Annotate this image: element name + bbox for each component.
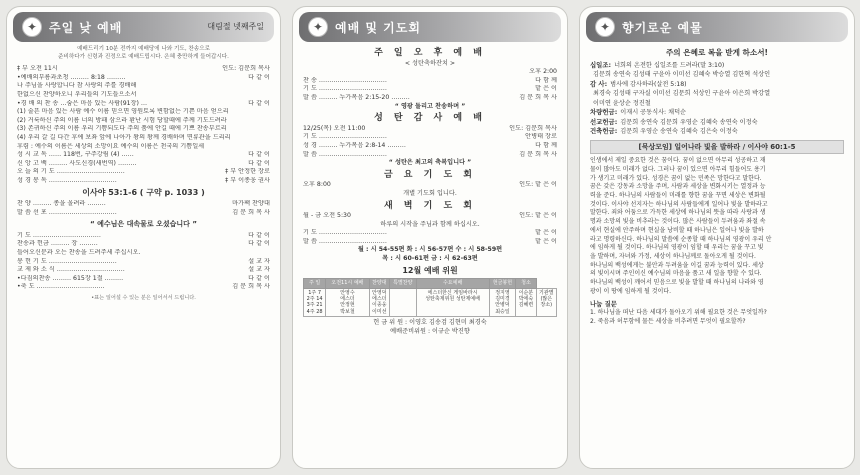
offering-row (590, 80, 844, 90)
offering-row (590, 118, 844, 128)
meditation-body (590, 157, 844, 296)
order-row (17, 125, 270, 134)
panel-title: 예배 및 기도회 (335, 21, 421, 35)
order-row (17, 200, 270, 209)
table-cell: 안영덕 에스더 이종웅 이미선 (369, 288, 389, 317)
meditation-line: 가 생기고 미래가 있다. 성경은 꿈이 없는 민족은 망한다고 말한다. (590, 174, 762, 182)
offering-names: 김문희 송연숙 김문희 우영순 김혜숙 송연숙 이정숙 (620, 118, 758, 126)
order-row (17, 134, 270, 143)
order-row (17, 283, 270, 292)
order-leader: 다 같 이 (248, 231, 270, 239)
order-item: (3) 존귀하신 주의 이름 우리 기쁨되도다 주의 품에 안길 때에 기쁘 찬송부르리 (17, 125, 227, 133)
order-row (17, 143, 270, 152)
offering-row (590, 127, 844, 137)
meditation-line: 하나님의 백성에게는 불안과 두려움을 이길 꿈과 능력이 있다. 세상 (590, 261, 764, 269)
order-row (303, 181, 557, 190)
table-header: 청소 (516, 279, 536, 288)
order-leader: 김 문 희 목 사 (519, 93, 557, 101)
order-item: 찬 양 ……… 종을 올려라 ……… (17, 200, 106, 208)
order-item: 찬 송 …………………………… (303, 76, 387, 84)
order-row (17, 65, 270, 74)
order-leader: 김 문 희 목 사 (519, 150, 557, 158)
order-row (303, 68, 557, 77)
order-leader: 김 문 희 목 사 (232, 208, 270, 216)
order-leader: 다 함 께 (535, 76, 557, 84)
order-list (303, 212, 557, 221)
order-row (303, 133, 557, 142)
offering-row (590, 108, 844, 118)
table-header: 주 일 (304, 279, 326, 288)
order-leader: 맡 은 이 (535, 237, 557, 245)
order-row (17, 108, 270, 117)
order-row (17, 117, 270, 126)
worship-panel (6, 6, 281, 469)
sermon-title: “ 영광 돌리고 찬송하며 ” (394, 102, 466, 110)
order-leader: 인도: 김문희 목사 (222, 65, 270, 73)
table-header: 오전11시 예배 (326, 279, 369, 288)
table-header: 특별찬양 (389, 279, 416, 288)
offering-row (590, 61, 844, 71)
order-item: 오후 8:00 (303, 181, 331, 189)
order-item: (1) 술픈 마음 있는 사람 예수 이름 믿으면 영원토록 변함없는 기쁜 마음 얻으리 (17, 108, 229, 116)
offering-row (590, 99, 844, 109)
order-item: •다짐의찬송 ……… 615장 1절 ……… (17, 274, 124, 282)
section-title: 새 벽 기 도 회 (383, 200, 476, 211)
order-row (17, 74, 270, 83)
offering-names: 이재시 공동식사: 채덕순 (620, 109, 687, 117)
order-row (17, 240, 270, 249)
order-item: 신 앙 고 백 ……… 사도신경(새번역) ……… (17, 159, 137, 167)
sermon-title: “ 성탄은 최고의 축복입니다 ” (388, 159, 472, 167)
order-row (17, 91, 270, 100)
offering-list (590, 61, 844, 137)
offering-names: 범사에 감사하라(살전 5:18) (610, 80, 687, 88)
offering-names: 김문희 우영순 송연숙 김혜숙 김은숙 이정숙 (620, 128, 738, 136)
weekly-reading: 목 : 시 60-61편 금 : 시 62-63편 (382, 255, 478, 263)
panel-title: 향기로운 예물 (622, 21, 703, 35)
order-leader: 설 교 자 (248, 266, 270, 274)
meditation-line: 력을 준다. 하나님의 사람들이 미래를 향한 꿈을 꾸면 세상은 변화될 (590, 192, 766, 199)
order-item: 성 경 ……… 누가복음 2:8-14 ……… (303, 141, 406, 149)
order-row (17, 168, 270, 177)
order-list (303, 229, 557, 246)
order-leader: ‡ 부 이종웅 권사 (225, 176, 270, 184)
order-item: 말 씀 ……… 누가복음 2:15-20 ……… (303, 93, 410, 101)
panel-subtitle: 대림절 넷째주일 (207, 22, 264, 31)
question-item: 2. 죽음과 허무함에 물든 세상을 비추려면 무엇이 필요할까? (590, 317, 746, 325)
table-cell: 에스더한신 게임바라시 성탄축제위원 성탄제예배 (416, 288, 489, 317)
meditation-line: 라고 명령하신다. 하나님의 말씀에 순종할 때 하나님의 영광이 우리 안 (590, 235, 772, 243)
offering-panel (579, 6, 855, 469)
intro-text: 예배드리기 10분 전까지 예배당에 나와 기도, 찬송으로 준비하다가 신령과 진정으로 예배드립시다. 은혜 충만하게 들어갑시다. (58, 46, 229, 60)
order-leader: 맡 은 이 (535, 229, 557, 237)
order-row (303, 85, 557, 94)
order-leader: 다 같 이 (248, 274, 270, 282)
order-leader: 마가팩 찬양대 (232, 200, 270, 208)
order-row (17, 258, 270, 267)
order-item: 들어오신분과 오는 찬송을 드려주세 주십시오. (17, 249, 141, 257)
meditation-line: 을 발하며, 자녀와 가정, 세상이 하나님께로 돌아오게 될 것이다. (590, 252, 756, 260)
table-header: 찬양대 (369, 279, 389, 288)
offering-row (590, 70, 844, 80)
order-row (17, 82, 270, 91)
order-item: (2) 거룩하신 주의 이름 너의 방패 삼으라 환난 시험 당할때에 주께 기도드려라 (17, 116, 227, 124)
meditation-line: 인생에서 제일 중요한 것은 꿈이다. 꿈이 없으면 아무리 성공하고 재 (590, 157, 766, 165)
order-row (17, 209, 270, 218)
order-row (17, 160, 270, 169)
footer-line: 헌 금 위 원 : 이영호 김송검 김현미 최경숙 (373, 319, 487, 327)
table-cell (389, 288, 416, 317)
order-item: 기 도 …………………………… (303, 133, 387, 141)
section-subtitle: < 성탄축하잔치 > (404, 59, 456, 67)
order-row (303, 212, 557, 221)
meditation-line: 에 임하게 될 것이다. 하나님의 영광이 임할 때 우리는 꿈을 꾸고 빛 (590, 244, 764, 252)
meditation-line: 말한다. 죄와 어둠으로 가득한 세상에 하나님의 뜻을 따라 사랑과 생 (590, 209, 766, 217)
order-item: 월 - 금 오전 5:30 (303, 212, 351, 220)
order-leader: 오후 2:00 (529, 68, 557, 76)
table-cell: 안영수 에스더 안정현 박보철 (326, 288, 369, 317)
offering-type: 십일조: (590, 60, 612, 69)
order-leader: 맡 은 이 (535, 85, 557, 93)
order-leader: 다 같 이 (248, 240, 270, 248)
offering-names: 김문희 송연숙 김성태 구윤아 이미선 김혜숙 박승열 김한혁 석상인 (593, 71, 771, 79)
order-leader: 인도: 맡 은 이 (519, 181, 557, 189)
dove-icon: ✦ (22, 17, 42, 37)
table-cell: 기관별 (많은 장소) (536, 288, 556, 317)
question-item: 1. 하나님을 떠난 다음 세대가 돌아오기 위해 필요한 것은 무엇일까? (590, 309, 767, 317)
section-title: 성 탄 감 사 예 배 (374, 113, 486, 124)
order-leader: 다 같 이 (248, 159, 270, 167)
weekly-reading: 월 : 시 54-55편 화 : 시 56-57편 수 : 시 58-59편 (357, 246, 503, 254)
order-item: 나 주님을 사랑합니다 참 사랑의 주를 경배해 (17, 82, 137, 90)
order-item: 기 도 …………………………… (303, 229, 387, 237)
committee-title: 12월 예배 위원 (402, 265, 458, 275)
sermon-title: “ 예수님은 대속물로 오셨습니다 ” (90, 220, 197, 229)
section-text: 하루의 시작을 주님과 함께 하십시오. (380, 220, 480, 228)
order-item: •경 배 의 찬 송 …숨은 마음 있는 사람(91장) … (17, 99, 148, 107)
panel-header (13, 12, 274, 42)
order-item: 오 늘 의 기 도 …………………………… (17, 168, 125, 176)
order-list (303, 68, 557, 102)
order-row (303, 151, 557, 160)
table-header: 수요예배 (416, 279, 489, 288)
section-text: 개별 기도회 입니다. (403, 189, 457, 197)
order-item: •축 도 …………………………… (17, 283, 105, 291)
order-list (17, 232, 270, 292)
meditation-line: 광이 이 땅에 임하게 될 것이다. (590, 287, 671, 295)
order-row (303, 142, 557, 151)
meditation-line: 하나님의 백성이 깨어서 믿음으로 빛을 발할 때 하나님의 나라와 영 (590, 279, 764, 287)
offering-names: 너희의 온전한 십일조를 드려라(말 3:10) (614, 61, 725, 69)
order-item: 기 도 …………………………… (17, 231, 101, 239)
table-row (304, 288, 557, 317)
order-row (303, 229, 557, 238)
order-leader: 김 문 희 목 사 (232, 283, 270, 291)
order-item: 말 씀 선 포 …………………………… (17, 208, 117, 216)
order-row (17, 266, 270, 275)
order-item: 찬송과 헌금 ……… 장 ……… (17, 240, 98, 248)
order-row (17, 249, 270, 258)
order-item: 성 경 봉 독 …………………………… (17, 176, 117, 184)
order-leader: 인도: 맡 은 이 (519, 212, 557, 220)
offering-names: 최경숙 김성태 구자실 이미선 김문희 석상인 구윤아 이은희 박강열 (593, 90, 771, 98)
order-leader: ‡ 부 안정한 장로 (225, 168, 270, 176)
order-list (303, 125, 557, 159)
order-list (17, 200, 270, 217)
footer-line: 예배준비위원 : 이규순 박진향 (390, 327, 470, 335)
order-item: •예배의부름과초청 ……… 8:18 ……… (17, 73, 126, 81)
order-item: 말 씀 …………………………… (303, 150, 387, 158)
order-item: 성 시 교 독 …… 118번, 구주강림 (4) …… (17, 151, 134, 159)
order-leader: 안병태 장로 (525, 133, 557, 141)
order-leader: 다 같 이 (248, 73, 270, 81)
section-title: 금 요 기 도 회 (383, 169, 476, 180)
offering-type: 감 사: (590, 79, 608, 88)
order-row (17, 151, 270, 160)
order-list (303, 181, 557, 190)
offering-type: 선교헌금: (590, 117, 618, 126)
order-row (303, 94, 557, 103)
order-row (17, 275, 270, 284)
order-leader: 다 같 이 (248, 99, 270, 107)
order-item: (4) 우리 갈 길 다간 후에 보좌 앞에 나아가 왕의 왕께 경배하며 면류관을 드리리 (17, 133, 231, 141)
order-item: ‡ 부 오전 11시 (17, 65, 58, 73)
section-title: 주 일 오 후 예 배 (374, 48, 486, 58)
question-heading: 나눔 질문 (590, 300, 617, 309)
offering-names: 이미연 윤상순 정진철 (593, 99, 651, 107)
panel-header (299, 12, 561, 42)
committee-table (303, 278, 557, 317)
order-item: 봉 헌 기 도 …………………………… (17, 257, 117, 265)
order-item: 후렴 : 예수의 이름은 세상의 소망이요 예수의 이름은 천국의 기쁨일세 (17, 142, 205, 150)
order-leader: 설 교 자 (248, 257, 270, 265)
panel-title: 주일 낮 예배 (49, 21, 123, 35)
order-item: 말 씀 …………………………… (303, 237, 387, 245)
panel-header (586, 12, 848, 42)
table-cell: 정지영 김미경 안병덕 최승일 (489, 288, 516, 317)
order-row (303, 125, 557, 134)
meditation-title: [묵상모임] 일어나라 빛을 발하라 / 이사야 60:1-5 (590, 140, 844, 155)
note-text: •표는 일어설 수 있는 분은 일어서서 드립니다. (91, 295, 196, 302)
table-cell: 이순분 박에숙 김혜련 (516, 288, 536, 317)
order-list (17, 65, 270, 185)
order-item: 12/25(목) 오전 11:00 (303, 124, 366, 132)
meditation-line: 명과 소망의 빛을 비추라는 것이다. 많은 사람들이 두려움과 좌절 속 (590, 218, 766, 226)
order-leader: 다 함 께 (535, 141, 557, 149)
dove-icon: ✦ (595, 17, 615, 37)
order-item: 기 도 …………………………… (303, 85, 387, 93)
meditation-line: 에서 현실에 안주하며 현실을 낭비할 때 하나님은 일어나 빛을 발하 (590, 226, 764, 234)
question-list (590, 309, 844, 326)
meditation-line: 의 빛이시며 주인이신 예수님의 마음을 품고 새 일을 향할 수 있다. (590, 270, 762, 278)
offering-heading: 주의 은혜로 복을 받게 하소서! (665, 48, 769, 57)
order-row (17, 232, 270, 241)
offering-type: 건축헌금: (590, 127, 618, 136)
order-item: 교 제 와 소 식 …………………………… (17, 266, 125, 274)
meditation-line: 꿈은 갖은 강동과 소망을 주며, 사람과 세상을 변화시키는 열정과 능 (590, 183, 766, 191)
order-row (17, 177, 270, 186)
table-cell: 1주 7 2주 14 3주 21 4주 28 (304, 288, 326, 317)
order-row (303, 77, 557, 86)
meditation-line: 물이 많아도 미래가 없다. 그러나 꿈이 있으면 아무리 힘들어도 용기 (590, 165, 766, 173)
order-item: 한없으신 찬양하오니 우리들의 기도들으소서 (17, 90, 137, 98)
order-leader: 인도: 김문희 목사 (509, 124, 557, 132)
offering-row (590, 89, 844, 99)
dove-icon: ✦ (308, 17, 328, 37)
order-leader: 다 같 이 (248, 151, 270, 159)
offering-type: 차량헌금: (590, 108, 618, 117)
order-row (17, 100, 270, 109)
scripture-ref: 이사야 53:1-6 ( 구약 p. 1033 ) (82, 187, 205, 197)
meditation-line: 것이다. 이사야 선지자는 하나님의 사람들에게 일어나 빛을 발하라고 (590, 200, 768, 208)
table-header: 헌금봉헌 (489, 279, 516, 288)
services-panel (292, 6, 568, 469)
